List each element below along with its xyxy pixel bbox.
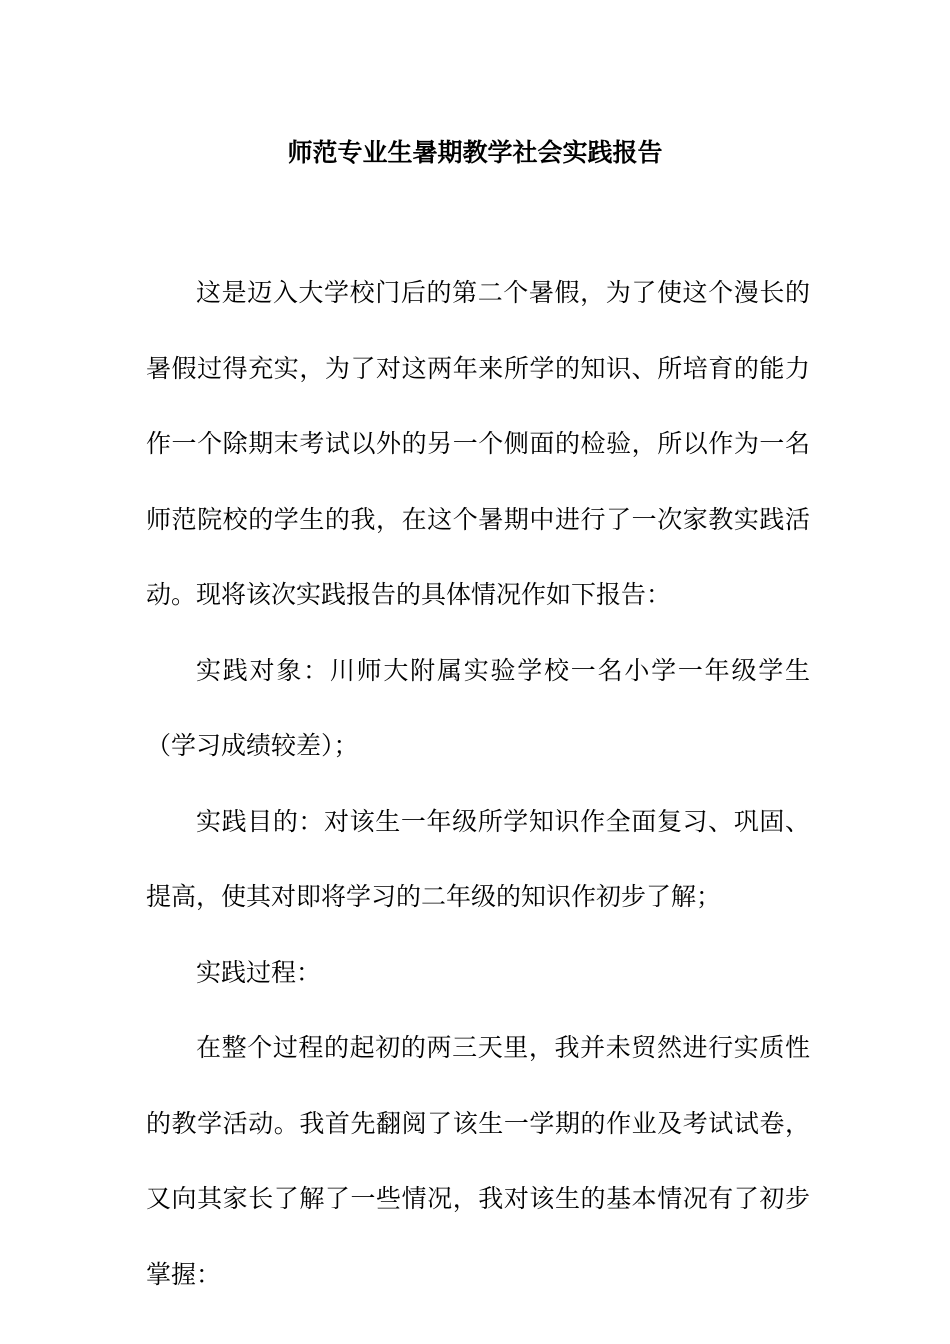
paragraph-practice-goal: 实践目的：对该生一年级所学知识作全面复习、巩固、提高，使其对即将学习的二年级的知识作初步了解；: [146, 806, 810, 911]
document-title: 师范专业生暑期教学社会实践报告: [287, 138, 663, 167]
paragraph-process-detail: 在整个过程的起初的两三天里，我并未贸然进行实质性的教学活动。我首先翻阅了该生一学期的作业及考试试卷，又向其家长了解了一些情况，我对该生的基本情况有了初步掌握：: [146, 1033, 810, 1289]
paragraph-intro: 这是迈入大学校门后的第二个暑假，为了使这个漫长的暑假过得充实，为了对这两年来所学的知识、所培育的能力作一个除期末考试以外的另一个侧面的检验，所以作为一名师范院校的学生的我，在这个暑期中进行了一次家教实践活动。现将该次实践报告的具体情况作如下报告：: [146, 278, 810, 609]
paragraph-practice-process-heading: 实践过程：: [196, 957, 322, 987]
paragraph-practice-target: 实践对象：川师大附属实验学校一名小学一年级学生（学习成绩较差）；: [146, 655, 810, 760]
document-body: [146, 255, 810, 1312]
